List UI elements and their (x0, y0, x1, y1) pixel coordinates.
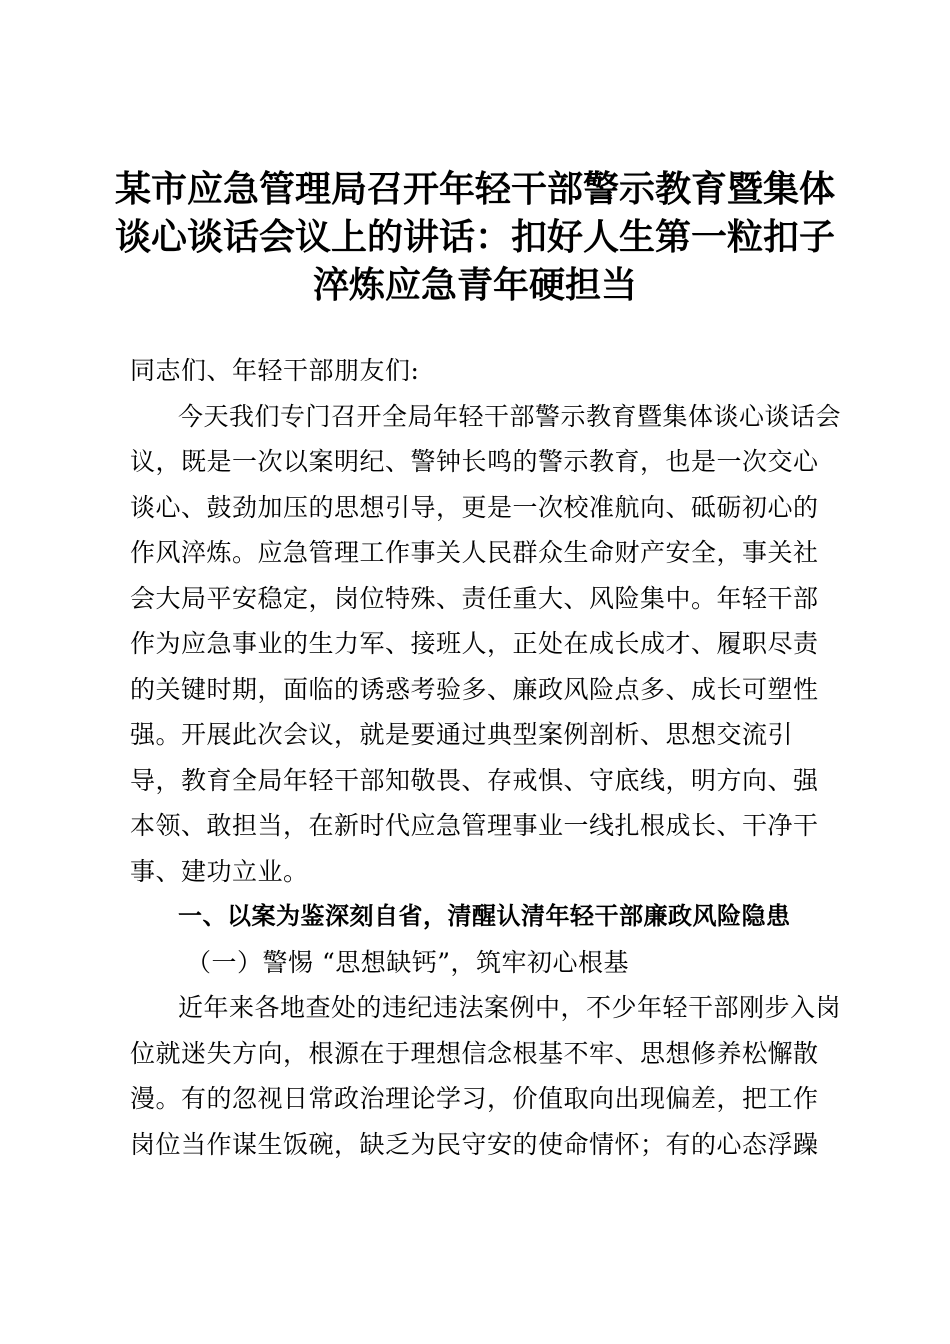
paragraph-line: 强。开展此次会议，就是要通过典型案例剖析、思想交流引 (130, 720, 794, 749)
paragraph-line: 的关键时期，面临的诱惑考验多、廉政风险点多、成长可塑性 (130, 674, 819, 704)
title-line: 谈心谈话会议上的讲话：扣好人生第一粒扣子 (114, 217, 835, 258)
title-line: 淬炼应急青年硬担当 (312, 265, 637, 306)
section-heading: 一、以案为鉴深刻自省，清醒认清年轻干部廉政风险隐患 (178, 902, 791, 930)
salutation: 同志们、年轻干部朋友们: (130, 356, 420, 385)
paragraph-line: 作风淬炼。应急管理工作事关人民群众生命财产安全，事关社 (130, 538, 819, 567)
document-body (130, 348, 842, 1167)
paragraph-line: 事、建功立业。 (130, 856, 309, 886)
paragraph-line: 今天我们专门召开全局年轻干部警示教育暨集体谈心谈话会 (178, 401, 842, 431)
paragraph-line: 岗位当作谋生饭碗，缺乏为民守安的使命情怀；有的心态浮躁 (130, 1129, 819, 1159)
paragraph-line: 位就迷失方向，根源在于理想信念根基不牢、思想修养松懈散 (130, 1038, 819, 1068)
paragraph-line: 议，既是一次以案明纪、警钟长鸣的警示教育，也是一次交心 (130, 447, 819, 476)
paragraph-line: 会大局平安稳定，岗位特殊、责任重大、风险集中。年轻干部 (130, 583, 819, 613)
paragraph-line: 漫。有的忽视日常政治理论学习，价值取向出现偏差，把工作 (130, 1084, 819, 1113)
title-line: 某市应急管理局召开年轻干部警示教育暨集体 (114, 169, 835, 210)
subsection-heading: （一）警惕 “思想缺钙”，筑牢初心根基 (186, 947, 630, 977)
document-title (110, 166, 840, 310)
paragraph-line: 作为应急事业的生力军、接班人，正处在成长成才、履职尽责 (130, 629, 819, 658)
paragraph-line: 本领、敢担当，在新时代应急管理事业一线扎根成长、干净干 (130, 811, 819, 840)
paragraph-line: 谈心、鼓劲加压的思想引导，更是一次校准航向、砥砺初心的 (130, 492, 819, 522)
paragraph-line: 近年来各地查处的违纪违法案例中，不少年轻干部刚步入岗 (178, 993, 842, 1022)
paragraph-line: 导，教育全局年轻干部知敬畏、存戒惧、守底线，明方向、强 (130, 765, 819, 795)
